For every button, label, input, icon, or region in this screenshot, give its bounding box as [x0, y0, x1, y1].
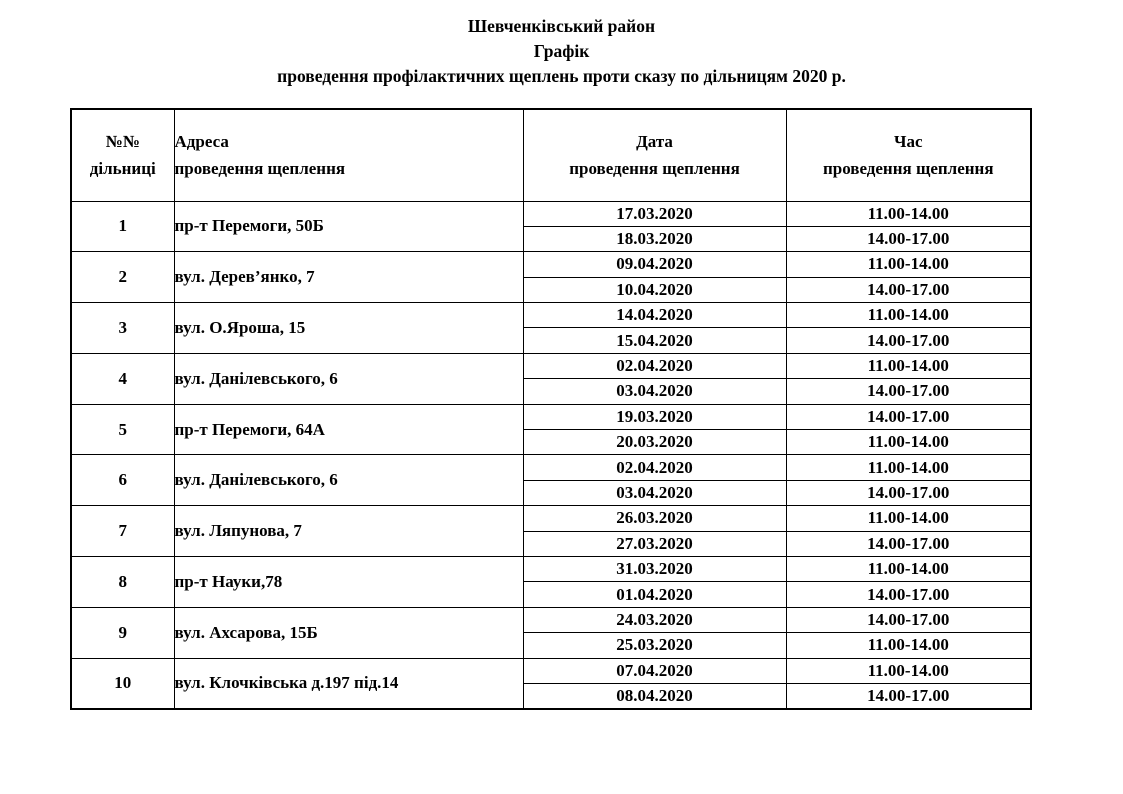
header-row — [71, 109, 1031, 201]
address-cell: вул. О.Яроша, 15 — [174, 303, 523, 354]
table-row — [71, 506, 1031, 531]
date-cell: 27.03.2020 — [523, 531, 786, 556]
header-number-line2: дільниці — [89, 159, 156, 179]
table-row — [71, 607, 1031, 632]
address-cell: вул. Ахсарова, 15Б — [174, 607, 523, 658]
address-cell: пр-т Перемоги, 64А — [174, 404, 523, 455]
time-cell: 11.00-14.00 — [786, 633, 1031, 658]
time-cell: 11.00-14.00 — [786, 455, 1031, 480]
time-cell: 14.00-17.00 — [786, 582, 1031, 607]
header-address-line1: Адреса — [174, 132, 229, 152]
table-row — [71, 353, 1031, 378]
time-cell: 14.00-17.00 — [786, 379, 1031, 404]
time-cell: 14.00-17.00 — [786, 607, 1031, 632]
district-number-cell: 2 — [71, 252, 174, 303]
header-date-line2: проведення щеплення — [569, 159, 740, 179]
time-cell: 14.00-17.00 — [786, 404, 1031, 429]
date-cell: 02.04.2020 — [523, 353, 786, 378]
table-row — [71, 556, 1031, 581]
date-cell: 17.03.2020 — [523, 201, 786, 226]
table-row — [71, 201, 1031, 226]
time-cell: 11.00-14.00 — [786, 506, 1031, 531]
time-cell: 14.00-17.00 — [786, 277, 1031, 302]
district-number-cell: 3 — [71, 303, 174, 354]
address-cell: вул. Клочківська д.197 під.14 — [174, 658, 523, 709]
date-cell: 10.04.2020 — [523, 277, 786, 302]
date-cell: 02.04.2020 — [523, 455, 786, 480]
district-number-cell: 4 — [71, 353, 174, 404]
col-header-date — [523, 109, 786, 201]
address-cell: вул. Данілевського, 6 — [174, 353, 523, 404]
district-number-cell: 9 — [71, 607, 174, 658]
address-cell: пр-т Перемоги, 50Б — [174, 201, 523, 252]
district-number-cell: 8 — [71, 556, 174, 607]
district-number-cell: 5 — [71, 404, 174, 455]
date-cell: 25.03.2020 — [523, 633, 786, 658]
table-row — [71, 658, 1031, 683]
vaccination-schedule-table — [70, 108, 1032, 710]
time-cell: 11.00-14.00 — [786, 201, 1031, 226]
time-cell: 14.00-17.00 — [786, 683, 1031, 708]
date-cell: 14.04.2020 — [523, 303, 786, 328]
date-cell: 31.03.2020 — [523, 556, 786, 581]
title-schedule-word: Графік — [533, 41, 590, 61]
address-cell: пр-т Науки,78 — [174, 556, 523, 607]
col-header-address — [174, 109, 523, 201]
district-number-cell: 6 — [71, 455, 174, 506]
date-cell: 03.04.2020 — [523, 379, 786, 404]
time-cell: 11.00-14.00 — [786, 556, 1031, 581]
time-cell: 11.00-14.00 — [786, 430, 1031, 455]
header-time-line2: проведення щеплення — [822, 159, 994, 179]
date-cell: 19.03.2020 — [523, 404, 786, 429]
date-cell: 09.04.2020 — [523, 252, 786, 277]
table-row — [71, 303, 1031, 328]
date-cell: 08.04.2020 — [523, 683, 786, 708]
table-row — [71, 252, 1031, 277]
date-cell: 03.04.2020 — [523, 480, 786, 505]
date-cell: 01.04.2020 — [523, 582, 786, 607]
time-cell: 11.00-14.00 — [786, 658, 1031, 683]
document-title — [0, 0, 1123, 89]
header-time-line1: Час — [893, 132, 923, 152]
date-cell: 15.04.2020 — [523, 328, 786, 353]
header-date-line1: Дата — [636, 132, 673, 152]
time-cell: 14.00-17.00 — [786, 480, 1031, 505]
time-cell: 14.00-17.00 — [786, 531, 1031, 556]
title-district: Шевченківський район — [467, 16, 656, 36]
time-cell: 11.00-14.00 — [786, 353, 1031, 378]
address-cell: вул. Данілевського, 6 — [174, 455, 523, 506]
address-cell: вул. Дерев’янко, 7 — [174, 252, 523, 303]
date-cell: 07.04.2020 — [523, 658, 786, 683]
time-cell: 14.00-17.00 — [786, 328, 1031, 353]
time-cell: 14.00-17.00 — [786, 226, 1031, 251]
district-number-cell: 7 — [71, 506, 174, 557]
header-number-line1: №№ — [105, 132, 140, 152]
date-cell: 26.03.2020 — [523, 506, 786, 531]
date-cell: 20.03.2020 — [523, 430, 786, 455]
table-row — [71, 404, 1031, 429]
address-cell: вул. Ляпунова, 7 — [174, 506, 523, 557]
district-number-cell: 10 — [71, 658, 174, 709]
district-number-cell: 1 — [71, 201, 174, 252]
header-address-line2: проведення щеплення — [174, 159, 346, 179]
table-row — [71, 455, 1031, 480]
time-cell: 11.00-14.00 — [786, 303, 1031, 328]
col-header-time — [786, 109, 1031, 201]
time-cell: 11.00-14.00 — [786, 252, 1031, 277]
date-cell: 24.03.2020 — [523, 607, 786, 632]
col-header-district-number — [71, 109, 174, 201]
title-description: проведення профілактичних щеплень проти сказу по дільницям 2020 р. — [277, 66, 846, 86]
date-cell: 18.03.2020 — [523, 226, 786, 251]
